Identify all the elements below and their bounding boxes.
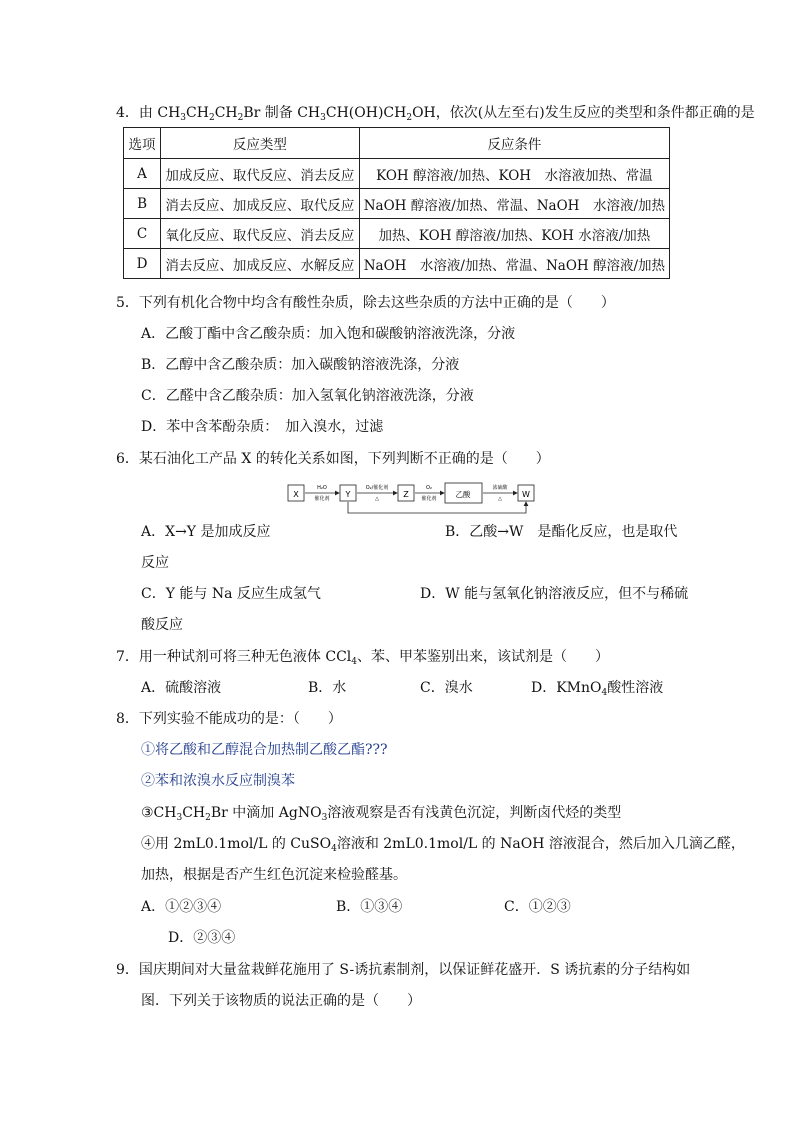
row-condition: KOH 醇溶液/加热、KOH 水溶液加热、常温 [359, 159, 669, 189]
conversion-diagram [287, 481, 537, 517]
table-row [124, 249, 670, 279]
table-row [124, 189, 670, 219]
q6-option-c: C．Y 能与 Na 反应生成氢气 [141, 586, 321, 602]
row-option: B [124, 189, 161, 219]
header-condition: 反应条件 [359, 128, 669, 159]
header-option: 选项 [124, 128, 161, 159]
q8-option-d: D．②③④ [168, 930, 236, 946]
q8-option-a: A．①②③④ [141, 899, 222, 915]
table-header-row [124, 128, 670, 159]
q6-option-d-line1: D．W 能与氢氧化钠溶液反应，但不与稀硫 [420, 586, 689, 602]
q5-option-d: D．苯中含苯酚杂质： 加入溴水，过滤 [141, 419, 384, 435]
q8-item-4: ④用 2mL0.1mol/L 的 CuSO$_4$溶液和 2mL0.1mol/L 的 NaOH 溶液混合，然后加入几滴乙醛， [141, 836, 745, 854]
q5-option-c: C．乙醛中含乙酸杂质：加入氢氧化钠溶液洗涤，分液 [141, 388, 474, 404]
q7-option-b: B．水 [308, 680, 347, 696]
q9-line2: 图．下列关于该物质的说法正确的是（ ） [141, 993, 421, 1009]
q7-option-d: D．KMnO$_4$酸性溶液 [531, 680, 664, 698]
arrow1-bottom: 催化剂 [314, 496, 330, 502]
q6-option-b-line1: B．乙酸→W 是酯化反应，也是取代 [445, 524, 678, 540]
q7-option-a: A．硫酸溶液 [141, 680, 222, 696]
arrow2-top: O₂/催化剂 [365, 485, 389, 491]
q8-option-c: C．①②③ [504, 899, 571, 915]
q7-stem: 7．用一种试剂可将三种无色液体 CCl$_4$、苯、甲苯鉴别出来，该试剂是（ ） [116, 649, 609, 667]
arrow4-bottom: △ [498, 496, 502, 502]
label-x: X [293, 490, 299, 499]
row-condition: 加热、KOH 醇溶液/加热、KOH 水溶液/加热 [359, 219, 669, 249]
q8-item-1: ①将乙酸和乙醇混合加热制乙酸乙酯??? [141, 742, 388, 758]
row-type: 消去反应、加成反应、取代反应 [161, 189, 360, 219]
q8-stem: 8．下列实验不能成功的是：（ ） [116, 711, 342, 727]
row-option: D [124, 249, 161, 279]
arrow3-top: O₂ [426, 485, 432, 491]
arrow4-top: 浓硫酸 [492, 485, 508, 491]
reaction-table [123, 127, 670, 279]
row-type: 氧化反应、取代反应、消去反应 [161, 219, 360, 249]
q9-line1: 9．国庆期间对大量盆栽鲜花施用了 S-诱抗素制剂，以保证鲜花盛开．S 诱抗素的分子结构如 [116, 962, 691, 978]
arrow1-top: H₂O [317, 485, 327, 491]
table-row [124, 219, 670, 249]
q8-item-3: $③CH_3CH_2Br$ 中滴加 AgNO$_3$溶液观察是否有浅黄色沉淀，判断卤代烃的类型 [141, 805, 622, 823]
q7-option-c: C．溴水 [420, 680, 473, 696]
q4-stem: 4．由 $CH_3CH_2CH_2Br$ 制备 $CH_3CH(OH)CH_2OH$，依次(从左至右)发生反应的类型和条件都正确的是 [116, 105, 755, 123]
q5-stem: 5．下列有机化合物中均含有酸性杂质，除去这些杂质的方法中正确的是（ ） [116, 295, 615, 311]
row-option: C [124, 219, 161, 249]
row-type: 加成反应、取代反应、消去反应 [161, 159, 360, 189]
row-option: A [124, 159, 161, 189]
header-type: 反应类型 [161, 128, 360, 159]
q5-option-a: A．乙酸丁酯中含乙酸杂质：加入饱和碳酸钠溶液洗涤，分液 [141, 326, 516, 342]
q5-option-b: B．乙醇中含乙酸杂质：加入碳酸钠溶液洗涤，分液 [141, 357, 460, 373]
table-row [124, 159, 670, 189]
q8-item-4-line2: 加热，根据是否产生红色沉淀来检验醛基。 [141, 867, 407, 883]
arrow3-bottom: 催化剂 [421, 496, 437, 502]
q6-option-b-line2: 反应 [141, 555, 169, 571]
row-condition: NaOH 醇溶液/加热、常温、NaOH 水溶液/加热 [359, 189, 669, 219]
row-condition: NaOH 水溶液/加热、常温、NaOH 醇溶液/加热 [359, 249, 669, 279]
label-y: Y [345, 490, 351, 499]
row-type: 消去反应、加成反应、水解反应 [161, 249, 360, 279]
arrow2-bottom: △ [375, 496, 379, 502]
q8-item-2: ②苯和浓溴水反应制溴苯 [141, 773, 295, 789]
label-acetic-acid: 乙酸 [455, 490, 471, 499]
q8-option-b: B．①③④ [336, 899, 403, 915]
label-z: Z [403, 490, 409, 499]
q6-option-a: A．X→Y 是加成反应 [141, 524, 271, 540]
q6-option-d-line2: 酸反应 [141, 617, 183, 633]
conversion-diagram-svg [287, 481, 537, 517]
q6-stem: 6．某石油化工产品 X 的转化关系如图，下列判断不正确的是（ ） [116, 451, 550, 467]
arrow-y-w-loop [348, 502, 526, 513]
label-w: W [522, 490, 530, 499]
